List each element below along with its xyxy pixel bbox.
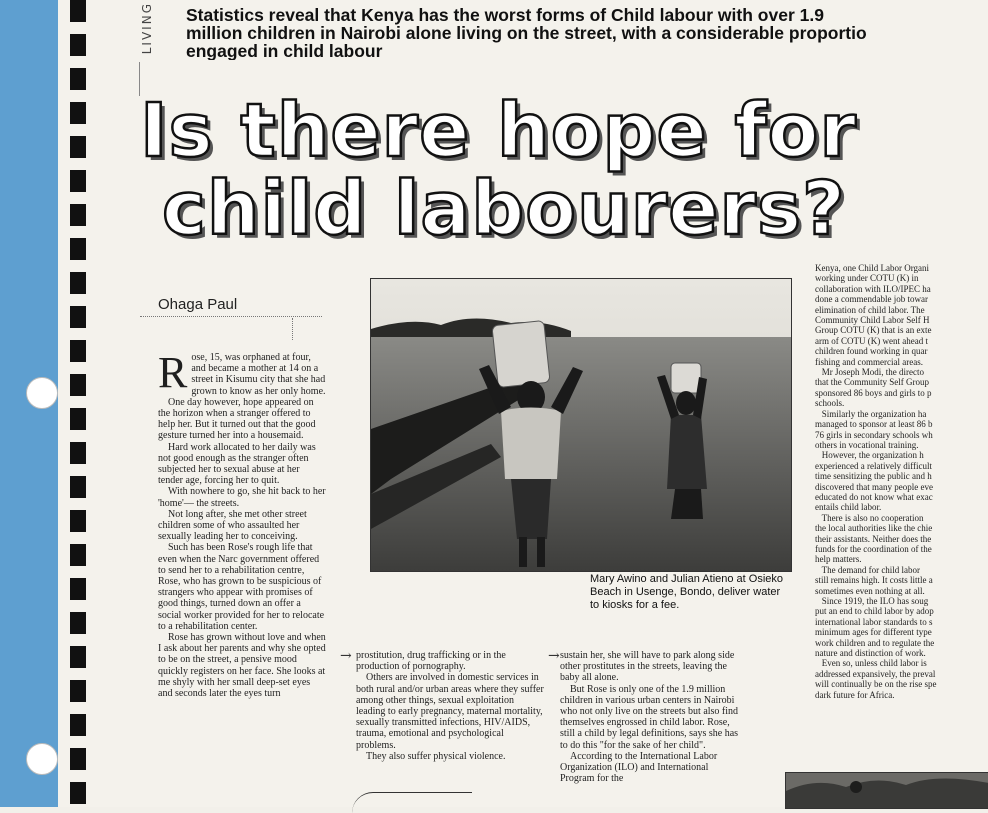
- paragraph: Rose has grown without love and when I ask about her parents and why she opted to be on the street, a pensive mood quickly registers on her face. She looks at me shyly with her small deep-set eyes and seconds later the eyes turn: [158, 632, 326, 700]
- paragraph: With nowhere to go, she hit back to her 'home'— the streets.: [158, 486, 326, 509]
- binder-ring: [26, 743, 58, 775]
- text-line: their assistants. Neither does the: [815, 533, 932, 544]
- text-line: Community Child Labor Self H: [815, 315, 930, 326]
- binder-hole: [70, 544, 86, 566]
- text-line: put an end to child labor by adop: [815, 606, 934, 617]
- text-line: funds for the coordination of the: [815, 543, 932, 554]
- paragraph: They also suffer physical violence.: [366, 750, 506, 762]
- text-line: Mr Joseph Modi, the directo: [815, 367, 924, 378]
- binder-hole: [70, 272, 86, 294]
- kicker: [186, 6, 988, 60]
- text-line: addressed expansively, the preval: [815, 668, 936, 679]
- text-line: elimination of child labor. The: [815, 304, 925, 315]
- text-line: educated do not know what exac: [815, 491, 933, 502]
- text-line: Even so, unless child labor is: [815, 658, 927, 669]
- text-line: help matters.: [815, 554, 862, 565]
- kicker-line: million children in Nairobi alone living on the street, with a considerable proportio: [186, 23, 867, 43]
- drop-cap: R: [158, 348, 188, 397]
- decorative-rule: [352, 792, 472, 813]
- binder-hole: [70, 204, 86, 226]
- binder-hole: [70, 714, 86, 736]
- text-line: others in vocational training.: [815, 439, 919, 450]
- binder-ring: [26, 377, 58, 409]
- text-line: the local authorities like the chie: [815, 523, 933, 534]
- text-line: There is also no cooperation: [815, 512, 924, 523]
- text-line: Group COTU (K) that is an exte: [815, 325, 932, 336]
- text-line: sometimes even nothing at all.: [815, 585, 925, 596]
- binder-hole: [70, 102, 86, 124]
- text-line: nature and distinction of work.: [815, 648, 926, 659]
- kicker-line: engaged in child labour: [186, 41, 383, 60]
- text-line: dark future for Africa.: [815, 689, 895, 700]
- headline-line: Is there hope for: [140, 88, 858, 174]
- binder-hole: [70, 510, 86, 532]
- binder-hole: [70, 170, 86, 192]
- text-line: collaboration with ILO/IPEC ha: [815, 283, 931, 294]
- text-line: still remains high. It costs little a: [815, 575, 933, 586]
- text-line: international labor standards to s: [815, 616, 933, 627]
- article-photo: [370, 278, 792, 572]
- binder-hole: [70, 782, 86, 804]
- kicker-line: Statistics reveal that Kenya has the worst forms of Child labour with over 1.9: [186, 6, 824, 25]
- text-line: schools.: [815, 398, 845, 409]
- binder-hole: [70, 612, 86, 634]
- text-line: experienced a relatively difficult: [815, 460, 933, 471]
- text-line: Kenya, one Child Labor Organi: [815, 263, 930, 273]
- secondary-photo-image: [786, 773, 988, 808]
- binder-hole: [70, 748, 86, 770]
- headline-line: child labourers?: [162, 166, 846, 252]
- section-label: LIVING: [140, 2, 154, 55]
- binder-holes: [70, 0, 88, 807]
- text-line: time sensitizing the public and h: [815, 471, 932, 482]
- text-line: managed to sponsor at least 86 b: [815, 419, 933, 430]
- article-column-2: [356, 650, 544, 762]
- text-line: discovered that many people eve: [815, 481, 933, 492]
- text-line: However, the organization h: [815, 450, 924, 461]
- binder-hole: [70, 68, 86, 90]
- byline-divider: [292, 318, 294, 340]
- binder-hole: [70, 374, 86, 396]
- text-line: will continually be on the rise spe: [815, 679, 937, 690]
- binder-hole: [70, 476, 86, 498]
- photo-image: [371, 279, 791, 571]
- text-line: fishing and commercial areas.: [815, 356, 923, 367]
- binder-hole: [70, 646, 86, 668]
- paragraph: Such has been Rose's rough life that even when the Narc government offered to send her to a rehabilitation centre, Rose, who has grown to be suspicious of strangers who appear with promises of good things, turned down an offer a social worker provided for her to relocate to a rehabilitation center.: [158, 542, 325, 632]
- byline: Ohaga Paul: [158, 296, 238, 313]
- text-line: entails child labor.: [815, 502, 882, 513]
- paragraph: Others are involved in domestic services in both rural and/or urban areas where they suffer among other things, sexual exploitation leading to early pregnancy, maternal mortality, sexually transmitted infections, HIV/AIDS, trauma, emotional and psychological problems.: [356, 672, 544, 751]
- binder-hole: [70, 340, 86, 362]
- binder-hole: [70, 136, 86, 158]
- text-line: done a commendable job towar: [815, 294, 928, 305]
- text-line: arm of COTU (K) went ahead t: [815, 335, 928, 346]
- paragraph: prostitution, drug trafficking or in the production of pornography.: [356, 650, 506, 673]
- binder-hole: [70, 578, 86, 600]
- article-column-4: [815, 263, 988, 700]
- text-line: that the Community Self Group: [815, 377, 929, 388]
- paragraph: Not long after, she met other street children some of who assaulted her sexually leading her to conceiving.: [158, 508, 307, 543]
- text-line: The demand for child labor: [815, 564, 921, 575]
- text-line: work children and to regulate the: [815, 637, 935, 648]
- paragraph: sustain her, she will have to park along side other prostitutes in the streets, leaving the baby all alone.: [560, 650, 735, 684]
- secondary-photo: [785, 772, 988, 809]
- photo-caption: Mary Awino and Julian Atieno at Osieko Beach in Usenge, Bondo, deliver water to kiosks for a fee.: [590, 573, 784, 611]
- paragraph: One day however, hope appeared on the horizon when a stranger offered to help her. But it turned out that the good gesture turned her into a housemaid.: [158, 396, 316, 442]
- text-line: minimum ages for different type: [815, 627, 932, 638]
- headline: [140, 88, 858, 252]
- binder-hole: [70, 680, 86, 702]
- binder-hole: [70, 306, 86, 328]
- binder-hole: [70, 442, 86, 464]
- text-line: 76 girls in secondary schools wh: [815, 429, 933, 440]
- paragraph: Rose, 15, was orphaned at four, and became a mother at 14 on a street in Kisumu city that she had grown to know as her only home.: [158, 348, 326, 397]
- arrow-icon: →: [340, 648, 352, 664]
- binder-hole: [70, 408, 86, 430]
- text-line: working under COTU (K) in: [815, 273, 919, 284]
- binder-hole: [70, 0, 86, 22]
- text-line: children found working in quar: [815, 346, 928, 357]
- binder-hole: [70, 238, 86, 260]
- paragraph: According to the International Labor Organization (ILO) and International Program for the: [560, 750, 718, 785]
- text-line: Similarly the organization ha: [815, 408, 927, 419]
- paragraph: Hard work allocated to her daily was not good enough as the stranger often subjected her to sexual abuse at her tender age, forcing her to quit.: [158, 441, 316, 487]
- text-line: sponsored 86 boys and girls to p: [815, 387, 932, 398]
- binder-hole: [70, 34, 86, 56]
- article-column-1: [158, 348, 326, 700]
- arrow-icon: →: [548, 648, 560, 664]
- paragraph: But Rose is only one of the 1.9 million children in various urban centers in Nairobi who not only live on the streets but also find themselves engrossed in child labor. Rose, still a child by legal definitions, says she has to do this "for the sake of her child".: [560, 683, 739, 751]
- text-line: Since 1919, the ILO has soug: [815, 596, 929, 606]
- article-column-3: [560, 650, 744, 784]
- byline-rule: [140, 316, 322, 317]
